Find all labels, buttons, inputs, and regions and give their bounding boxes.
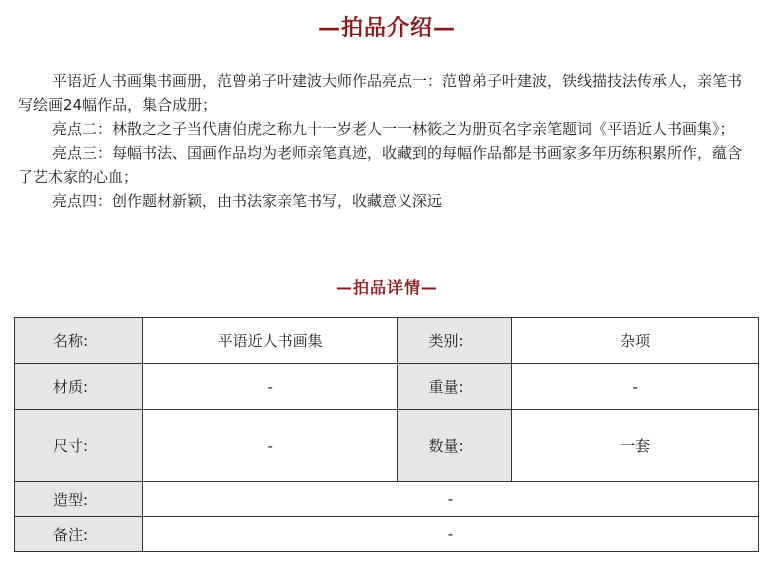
table-row — [15, 482, 759, 517]
table-row — [15, 364, 759, 410]
weight-label: 重量: — [398, 364, 512, 410]
intro-paragraph-2: 亮点二：林散之之子当代唐伯虎之称九十一岁老人一一林筱之为册页名字亲笔题词《平语近人书画集》； — [52, 120, 735, 138]
name-value: 平语近人书画集 — [142, 318, 398, 364]
quantity-label: 数量: — [398, 410, 512, 482]
material-value: - — [142, 364, 398, 410]
name-label: 名称: — [15, 318, 143, 364]
material-label: 材质: — [15, 364, 143, 410]
intro-paragraph-3: 亮点三：每幅书法、国画作品均为老师亲笔真迹，收藏到的每幅作品都是书画家多年历练积累所作，蕴含 — [52, 144, 743, 162]
category-label: 类别: — [398, 318, 512, 364]
weight-value: - — [512, 364, 759, 410]
category-value: 杂项 — [512, 318, 759, 364]
table-row — [15, 410, 759, 482]
quantity-value: 一套 — [512, 410, 759, 482]
table-row — [15, 318, 759, 364]
shape-value: - — [142, 482, 758, 517]
intro-text — [18, 69, 756, 213]
size-value: - — [142, 410, 398, 482]
table-row — [15, 517, 759, 552]
intro-section-title: —拍品介绍— — [317, 16, 456, 41]
intro-paragraph-4: 亮点四：创作题材新颖，由书法家亲笔书写，收藏意义深远 — [52, 192, 443, 210]
size-label: 尺寸: — [15, 410, 143, 482]
details-section-title: —拍品详情— — [335, 278, 438, 297]
intro-paragraph-3-continued: 了艺术家的心血； — [18, 168, 139, 186]
remarks-label: 备注: — [15, 517, 143, 552]
details-table — [14, 317, 759, 552]
intro-paragraph-1: 平语近人书画集书画册，范曾弟子叶建波大师作品亮点一：范曾弟子叶建波，铁线描技法传承人，亲笔书写绘画24幅作品，集合成册； — [18, 72, 743, 114]
shape-label: 造型: — [15, 482, 143, 517]
remarks-value: - — [142, 517, 758, 552]
